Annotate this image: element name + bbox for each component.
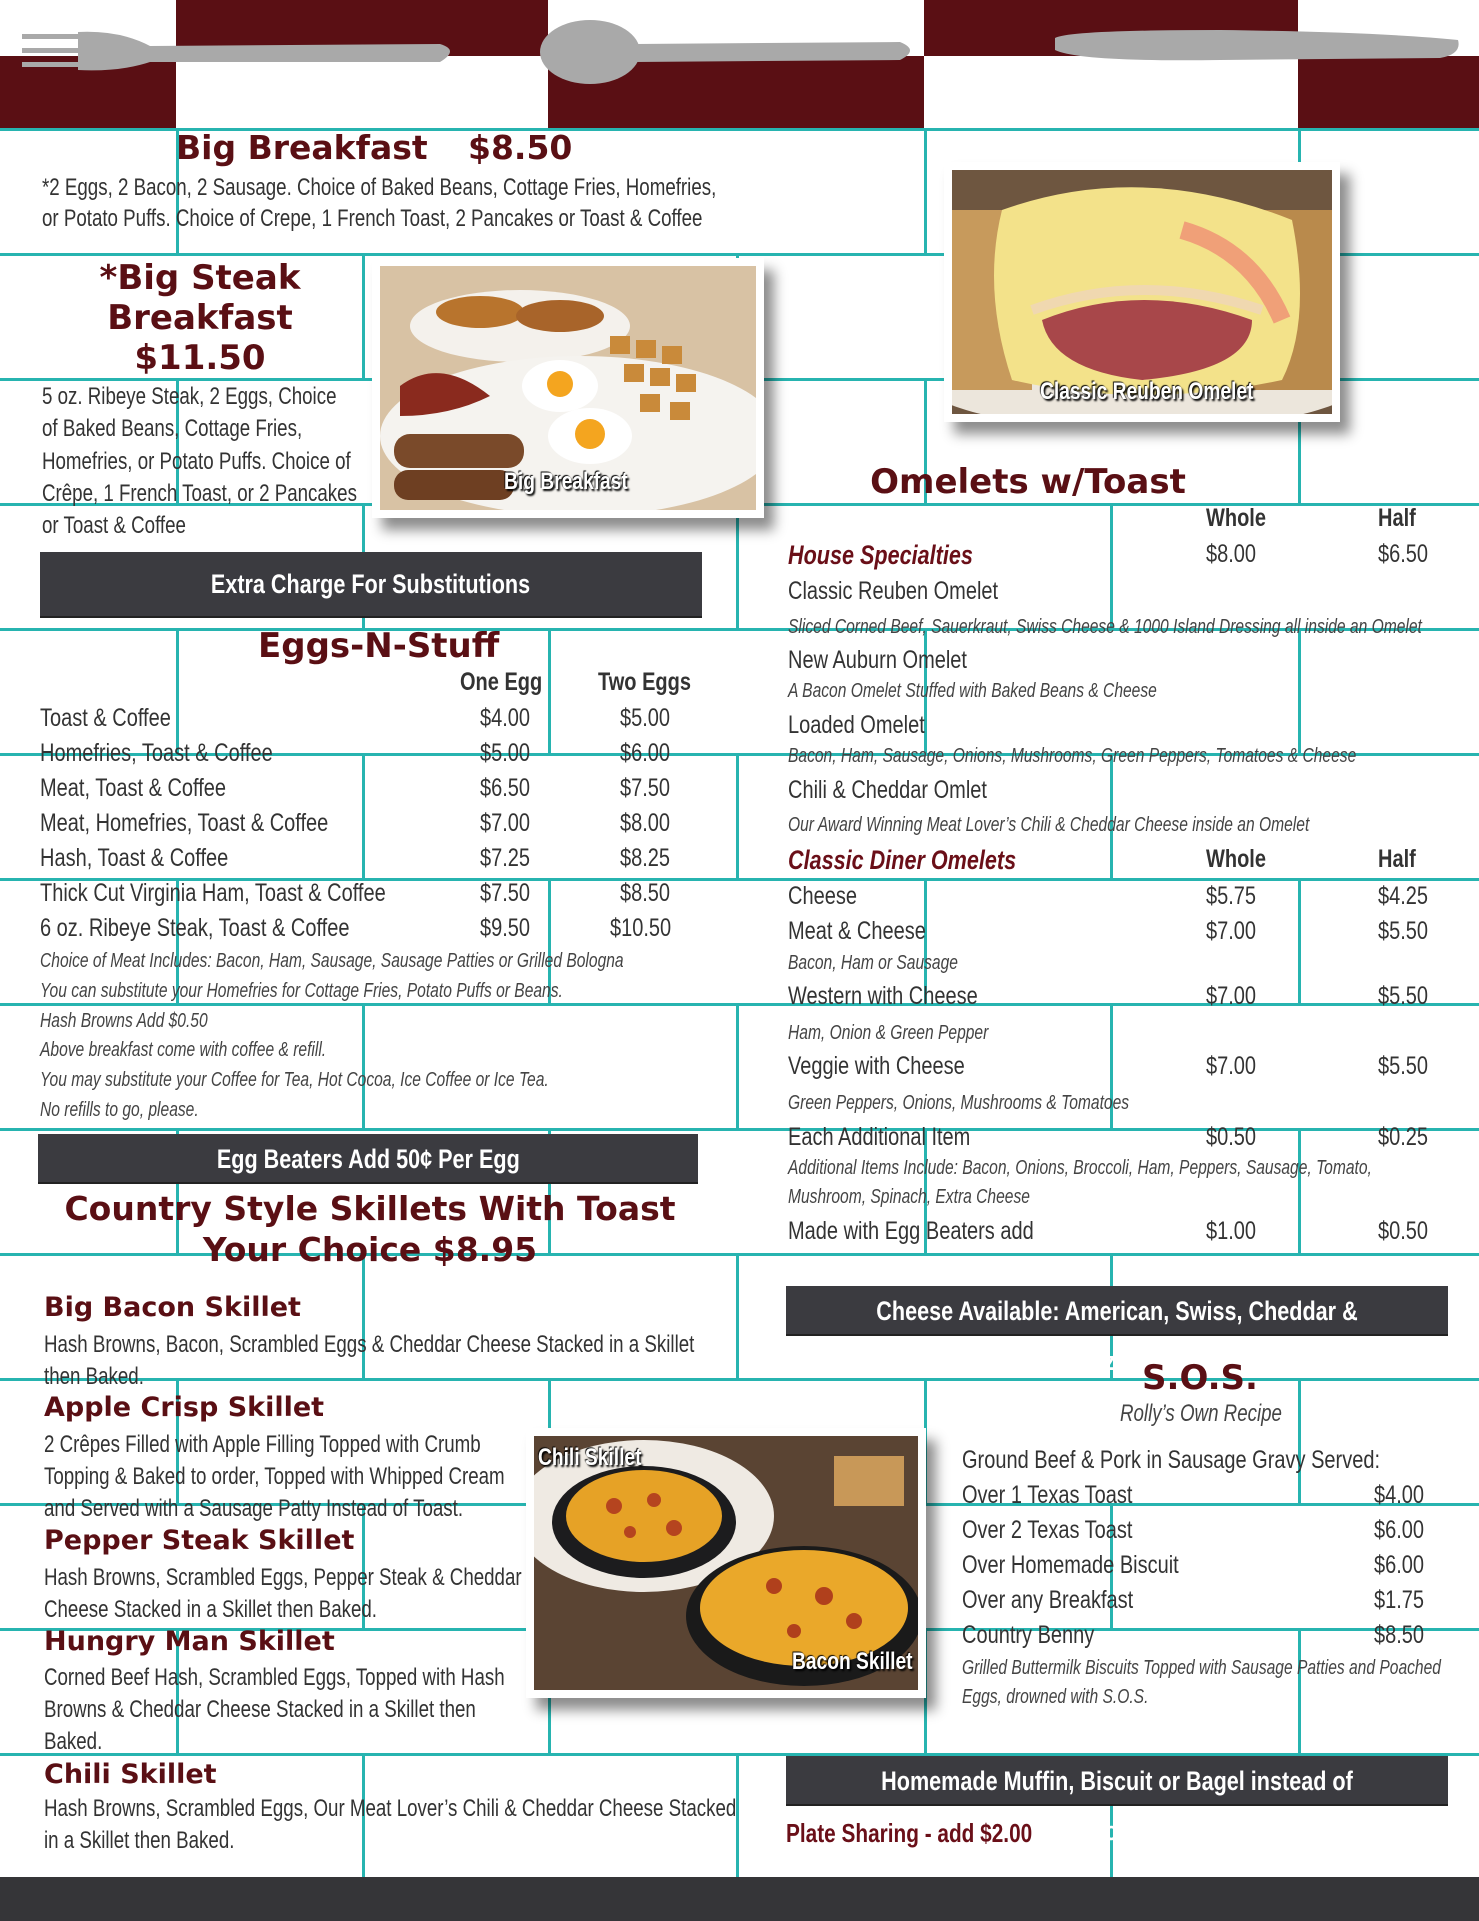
country-benny-desc: Grilled Buttermilk Biscuits Topped with Sausage Patties and Poached — [962, 1657, 1441, 1679]
egg-row-name: Homefries, Toast & Coffee — [40, 739, 273, 767]
reuben-omelet-photo — [944, 162, 1340, 422]
skillet-desc: Hash Browns, Scrambled Eggs, Our Meat Lover’s Chili & Cheddar Cheese Stacked — [44, 1795, 737, 1822]
sos-item-price: $1.75 — [1374, 1586, 1425, 1614]
skillet-name: Apple Crisp Skillet — [44, 1392, 325, 1423]
egg-row-two: $8.00 — [620, 809, 671, 837]
big-steak-desc: of Baked Beans, Cottage Fries, — [42, 415, 303, 442]
one-egg-header: One Egg — [460, 668, 543, 696]
big-steak-title: *Big Steak — [99, 258, 301, 298]
egg-row-one: $7.50 — [480, 879, 531, 907]
omelet-desc: Bacon, Ham, Sausage, Onions, Mushrooms, Green Peppers, Tomatoes & Cheese — [788, 745, 1357, 767]
skillet-desc: Browns & Cheddar Cheese Stacked in a Skillet then — [44, 1696, 476, 1723]
big-breakfast-desc: *2 Eggs, 2 Bacon, 2 Sausage. Choice of Baked Beans, Cottage Fries, Homefries, — [42, 174, 717, 201]
egg-note: Above breakfast come with coffee & refill. — [40, 1039, 327, 1061]
photo-caption: Classic Reuben Omelet — [1040, 378, 1254, 405]
substitutions-text: Extra Charge For Substitutions — [211, 569, 531, 599]
omelet-desc: Bacon, Ham or Sausage — [788, 952, 958, 974]
omelet-whole: $7.00 — [1206, 1052, 1257, 1080]
omelet-desc: Sliced Corned Beef, Sauerkraut, Swiss Cheese & 1000 Island Dressing all inside an Omelet — [788, 616, 1422, 638]
skillet-desc: Hash Browns, Scrambled Eggs, Pepper Steak & Cheddar — [44, 1564, 522, 1591]
omelet-half: $5.50 — [1378, 917, 1429, 945]
cheese-text: Cheese Available: American, Swiss, Cheddar & Mozzarella — [876, 1296, 1358, 1376]
egg-row-name: 6 oz. Ribeye Steak, Toast & Coffee — [40, 914, 350, 942]
egg-beaters-item: Made with Egg Beaters add — [788, 1217, 1034, 1245]
skillet-name: Chili Skillet — [44, 1759, 217, 1790]
omelet-desc: Green Peppers, Onions, Mushrooms & Tomatoes — [788, 1092, 1130, 1114]
egg-row-one: $6.50 — [480, 774, 531, 802]
sos-item-price: $6.00 — [1374, 1516, 1425, 1544]
egg-row-one: $9.50 — [480, 914, 531, 942]
skillets-price: Your Choice $8.95 — [202, 1230, 538, 1269]
big-breakfast-title: Big Breakfast — [176, 128, 428, 167]
sos-item-name: Over 2 Texas Toast — [962, 1516, 1133, 1544]
omelet-whole: $7.00 — [1206, 917, 1257, 945]
sos-subtitle: Rolly’s Own Recipe — [1120, 1400, 1282, 1427]
big-steak-price: $11.50 — [134, 338, 266, 378]
egg-row-two: $7.50 — [620, 774, 671, 802]
omelet-desc: Ham, Onion & Green Pepper — [788, 1022, 989, 1044]
house-specialties-label: House Specialties — [788, 540, 973, 570]
egg-row-name: Meat, Homefries, Toast & Coffee — [40, 809, 329, 837]
omelet-whole: $0.50 — [1206, 1123, 1257, 1151]
sos-title: S.O.S. — [1142, 1358, 1258, 1398]
egg-note: Hash Browns Add $0.50 — [40, 1010, 208, 1032]
skillet-desc: and Served with a Sausage Patty Instead of Toast. — [44, 1495, 464, 1522]
omelet-name: Cheese — [788, 882, 857, 910]
egg-row-two: $10.50 — [610, 914, 672, 942]
omelet-half: $5.50 — [1378, 982, 1429, 1010]
egg-beaters-banner — [38, 1134, 698, 1184]
big-steak-desc: Homefries, or Potato Puffs. Choice of — [42, 448, 351, 475]
egg-row-name: Toast & Coffee — [40, 704, 171, 732]
egg-row-one: $4.00 — [480, 704, 531, 732]
skillet-desc: Topping & Baked to order, Topped with Whipped Cream — [44, 1463, 505, 1490]
omelet-name: Each Additional Item — [788, 1123, 971, 1151]
additional-items-desc: Mushroom, Spinach, Extra Cheese — [788, 1186, 1030, 1208]
utensils-icon — [0, 0, 1479, 128]
big-breakfast-photo — [372, 258, 764, 518]
sos-item-name: Country Benny — [962, 1621, 1095, 1649]
egg-beaters-half: $0.50 — [1378, 1217, 1429, 1245]
omelet-whole: $7.00 — [1206, 982, 1257, 1010]
egg-beaters-whole: $1.00 — [1206, 1217, 1257, 1245]
skillet-desc: then Baked. — [44, 1363, 144, 1390]
omelet-desc: Our Award Winning Meat Lover’s Chili & Cheddar Cheese inside an Omelet — [788, 814, 1310, 836]
egg-note: No refills to go, please. — [40, 1099, 199, 1121]
egg-beaters-text: Egg Beaters Add 50¢ Per Egg — [216, 1144, 520, 1174]
photo-caption: Bacon Skillet — [792, 1648, 913, 1675]
sos-item-price: $4.00 — [1374, 1481, 1425, 1509]
substitutions-banner — [40, 552, 702, 618]
footer-band — [0, 1877, 1479, 1921]
egg-row-one: $7.00 — [480, 809, 531, 837]
egg-row-name: Thick Cut Virginia Ham, Toast & Coffee — [40, 879, 386, 907]
whole-header: Whole — [1206, 845, 1266, 873]
omelet-name: Classic Reuben Omelet — [788, 577, 999, 605]
sos-intro: Ground Beef & Pork in Sausage Gravy Served: — [962, 1446, 1380, 1474]
omelet-name: Loaded Omelet — [788, 711, 925, 739]
cheese-banner — [786, 1286, 1448, 1376]
skillet-name: Big Bacon Skillet — [44, 1292, 301, 1323]
big-steak-title: Breakfast — [107, 298, 293, 338]
sos-item-name: Over 1 Texas Toast — [962, 1481, 1133, 1509]
sos-item-price: $8.50 — [1374, 1621, 1425, 1649]
photo-caption: Chili Skillet — [538, 1444, 642, 1471]
skillet-name: Hungry Man Skillet — [44, 1626, 335, 1657]
egg-row-name: Meat, Toast & Coffee — [40, 774, 227, 802]
muffin-text: Homemade Muffin, Biscuit or Bagel instead of Toast only 95¢ — [881, 1766, 1353, 1846]
half-header: Half — [1378, 845, 1416, 873]
big-steak-desc: Crêpe, 1 French Toast, or 2 Pancakes — [42, 480, 357, 507]
big-steak-desc: 5 oz. Ribeye Steak, 2 Eggs, Choice — [42, 383, 337, 410]
skillet-desc: Cheese Stacked in a Skillet then Baked. — [44, 1596, 378, 1623]
big-breakfast-price: $8.50 — [468, 128, 573, 167]
big-steak-desc: or Toast & Coffee — [42, 512, 186, 539]
skillets-photo — [526, 1428, 926, 1698]
skillet-desc: in a Skillet then Baked. — [44, 1827, 235, 1854]
egg-row-two: $6.00 — [620, 739, 671, 767]
half-header: Half — [1378, 504, 1416, 532]
omelet-name: Veggie with Cheese — [788, 1052, 965, 1080]
additional-items-desc: Additional Items Include: Bacon, Onions, Broccoli, Ham, Peppers, Sausage, Tomato, — [788, 1157, 1372, 1179]
sos-item-name: Over Homemade Biscuit — [962, 1551, 1179, 1579]
classic-diner-label: Classic Diner Omelets — [788, 845, 1017, 875]
egg-note: Choice of Meat Includes: Bacon, Ham, Sausage, Sausage Patties or Grilled Bologna — [40, 950, 624, 972]
big-breakfast-desc: or Potato Puffs. Choice of Crepe, 1 French Toast, 2 Pancakes or Toast & Coffee — [42, 205, 703, 232]
egg-row-one: $5.00 — [480, 739, 531, 767]
sos-item-price: $6.00 — [1374, 1551, 1425, 1579]
plate-sharing-note: Plate Sharing - add $2.00 — [786, 1818, 1033, 1848]
omelet-name: Chili & Cheddar Omlet — [788, 776, 987, 804]
egg-row-name: Hash, Toast & Coffee — [40, 844, 229, 872]
omelets-title: Omelets w/Toast — [870, 462, 1186, 502]
whole-header: Whole — [1206, 504, 1266, 532]
omelet-name: Western with Cheese — [788, 982, 978, 1010]
omelet-desc: A Bacon Omelet Stuffed with Baked Beans & Cheese — [788, 680, 1157, 702]
egg-row-two: $8.25 — [620, 844, 671, 872]
omelet-half: $5.50 — [1378, 1052, 1429, 1080]
omelet-name: Meat & Cheese — [788, 917, 926, 945]
header-band — [0, 0, 1479, 128]
skillet-name: Pepper Steak Skillet — [44, 1525, 355, 1556]
photo-caption: Big Breakfast — [504, 468, 628, 495]
egg-note: You may substitute your Coffee for Tea, Hot Cocoa, Ice Coffee or Ice Tea. — [40, 1069, 549, 1091]
house-half-price: $6.50 — [1378, 540, 1429, 568]
omelet-whole: $5.75 — [1206, 882, 1257, 910]
skillet-desc: Baked. — [44, 1728, 103, 1755]
skillets-title: Country Style Skillets With Toast — [64, 1189, 676, 1228]
egg-row-two: $8.50 — [620, 879, 671, 907]
eggs-n-stuff-title: Eggs-N-Stuff — [258, 626, 500, 666]
omelet-half: $0.25 — [1378, 1123, 1429, 1151]
sos-item-name: Over any Breakfast — [962, 1586, 1134, 1614]
omelet-half: $4.25 — [1378, 882, 1429, 910]
skillet-desc: Corned Beef Hash, Scrambled Eggs, Topped with Hash — [44, 1664, 505, 1691]
country-benny-desc: Eggs, drowned with S.O.S. — [962, 1686, 1149, 1708]
skillet-desc: Hash Browns, Bacon, Scrambled Eggs & Cheddar Cheese Stacked in a Skillet — [44, 1331, 695, 1358]
skillet-desc: 2 Crêpes Filled with Apple Filling Topped with Crumb — [44, 1431, 481, 1458]
egg-note: You can substitute your Homefries for Cottage Fries, Potato Puffs or Beans. — [40, 980, 563, 1002]
egg-row-one: $7.25 — [480, 844, 531, 872]
two-eggs-header: Two Eggs — [598, 668, 691, 696]
omelet-name: New Auburn Omelet — [788, 646, 967, 674]
egg-row-two: $5.00 — [620, 704, 671, 732]
house-whole-price: $8.00 — [1206, 540, 1257, 568]
